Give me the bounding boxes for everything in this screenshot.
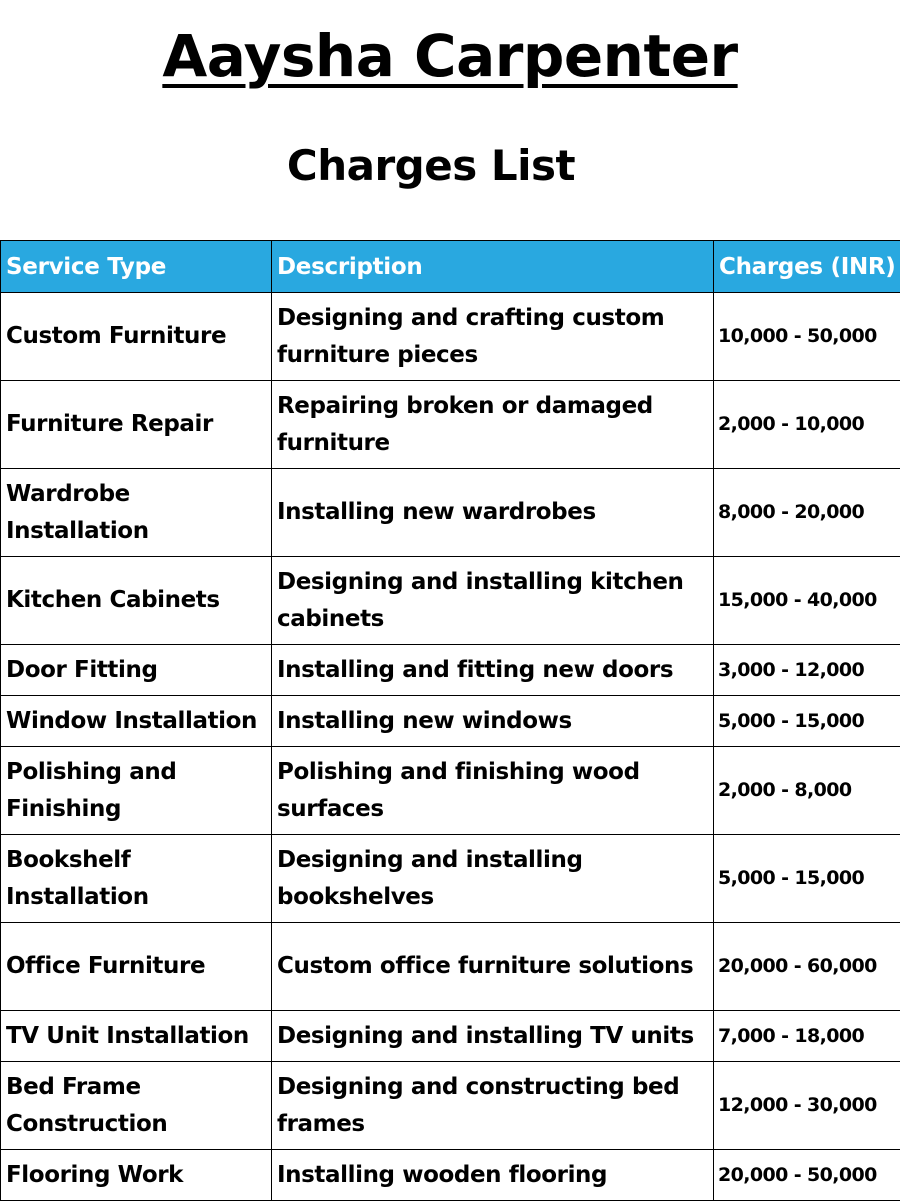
table-row [1,557,900,645]
description-cell: Designing and installing kitchen cabinets [272,557,714,645]
description-cell: Designing and installing bookshelves [272,835,714,923]
charges-cell: 3,000 - 12,000 [714,645,900,696]
service-type-cell: Wardrobe Installation [1,469,272,557]
table-header [1,241,900,293]
service-type-cell: Polishing and Finishing [1,747,272,835]
description-cell: Designing and crafting custom furniture pieces [272,293,714,381]
service-type-cell: Office Furniture [1,923,272,1011]
table-row [1,1062,900,1150]
charges-cell: 8,000 - 20,000 [714,469,900,557]
table-header-row [1,241,900,293]
description-cell: Installing new windows [272,696,714,747]
charges-table [0,240,900,1201]
table-row [1,747,900,835]
service-type-cell: Window Installation [1,696,272,747]
charges-cell: 2,000 - 10,000 [714,381,900,469]
table-row [1,293,900,381]
service-type-cell: Bed Frame Construction [1,1062,272,1150]
description-cell: Installing and fitting new doors [272,645,714,696]
description-cell: Designing and installing TV units [272,1011,714,1062]
page-title: Aaysha Carpenter [0,18,900,94]
description-cell: Repairing broken or damaged furniture [272,381,714,469]
description-cell: Installing new wardrobes [272,469,714,557]
charges-cell: 12,000 - 30,000 [714,1062,900,1150]
charges-cell: 7,000 - 18,000 [714,1011,900,1062]
charges-cell: 5,000 - 15,000 [714,835,900,923]
page-subtitle: Charges List [0,138,862,194]
description-cell: Designing and constructing bed frames [272,1062,714,1150]
charges-cell: 5,000 - 15,000 [714,696,900,747]
service-type-cell: TV Unit Installation [1,1011,272,1062]
description-cell: Polishing and finishing wood surfaces [272,747,714,835]
description-cell: Installing wooden flooring [272,1150,714,1201]
table-row [1,923,900,1011]
table-row [1,1150,900,1201]
table-row [1,381,900,469]
table-body [1,293,900,1201]
service-type-cell: Bookshelf Installation [1,835,272,923]
charges-cell: 20,000 - 50,000 [714,1150,900,1201]
charges-cell: 10,000 - 50,000 [714,293,900,381]
charges-cell: 15,000 - 40,000 [714,557,900,645]
service-type-cell: Flooring Work [1,1150,272,1201]
charges-cell: 2,000 - 8,000 [714,747,900,835]
service-type-cell: Door Fitting [1,645,272,696]
service-type-cell: Kitchen Cabinets [1,557,272,645]
description-cell: Custom office furniture solutions [272,923,714,1011]
service-type-cell: Custom Furniture [1,293,272,381]
table-row [1,469,900,557]
column-header-charges: Charges (INR) [714,241,900,293]
service-type-cell: Furniture Repair [1,381,272,469]
table-row [1,696,900,747]
charges-cell: 20,000 - 60,000 [714,923,900,1011]
table-row [1,1011,900,1062]
table-row [1,835,900,923]
column-header-description: Description [272,241,714,293]
column-header-service-type: Service Type [1,241,272,293]
table-row [1,645,900,696]
